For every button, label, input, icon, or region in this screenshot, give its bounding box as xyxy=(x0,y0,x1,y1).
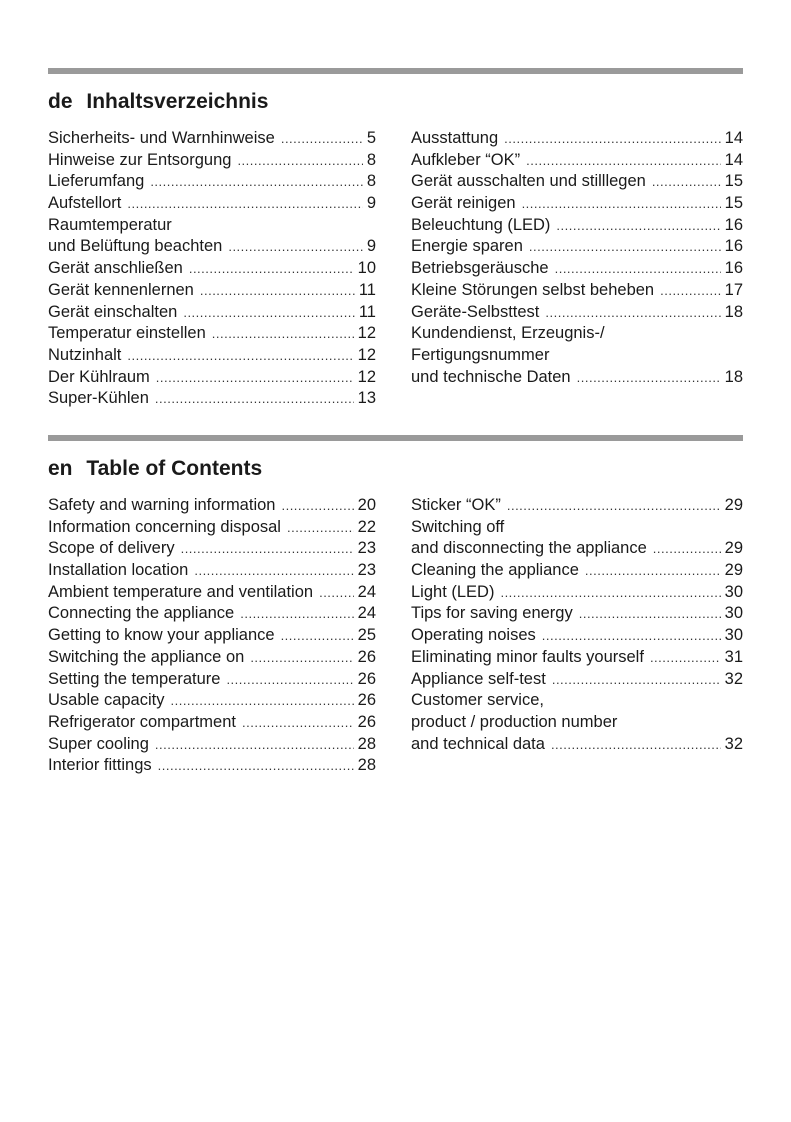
leader-dots xyxy=(653,538,721,560)
toc-entry-label: Eliminating minor faults yourself xyxy=(411,647,644,666)
toc-entry-page: 26 xyxy=(357,647,376,666)
toc-entry-page: 20 xyxy=(357,496,376,514)
toc-entry-page: 11 xyxy=(358,302,376,321)
section-heading xyxy=(48,85,743,119)
leader-dots xyxy=(281,128,363,150)
toc-entry-label: Temperatur einstellen xyxy=(48,324,206,343)
leader-dots xyxy=(155,388,354,410)
toc-entry-label: Fertigungsnummer xyxy=(411,345,550,364)
leader-dots xyxy=(319,582,354,604)
toc-entry[interactable] xyxy=(411,538,743,560)
toc-entry-label: Switching the appliance on xyxy=(48,647,245,666)
toc-entry-label: Refrigerator compartment xyxy=(48,712,236,731)
toc-entry-page: 16 xyxy=(724,237,743,256)
toc-entry-label: Betriebsgeräusche xyxy=(411,259,549,278)
toc-entry-page: 8 xyxy=(366,172,376,191)
toc-entry-label: und technische Daten xyxy=(411,367,571,386)
toc-entry-label: Aufstellort xyxy=(48,194,122,213)
toc-entry-page: 17 xyxy=(724,280,743,299)
leader-dots xyxy=(250,647,353,669)
toc-entry[interactable] xyxy=(48,302,376,324)
toc-entry[interactable] xyxy=(48,517,376,539)
leader-dots xyxy=(155,734,354,756)
language-code: en xyxy=(48,457,73,480)
leader-dots xyxy=(242,712,354,734)
toc-entry[interactable] xyxy=(48,345,376,367)
toc-column-right xyxy=(411,128,743,388)
toc-entry[interactable] xyxy=(48,495,376,517)
leader-dots xyxy=(507,495,721,517)
toc-entry-page: 23 xyxy=(357,561,376,580)
leader-dots xyxy=(240,603,353,625)
toc-entry-page: 16 xyxy=(724,259,743,278)
leader-dots xyxy=(189,258,354,280)
toc-entry-label: Gerät reinigen xyxy=(411,194,516,213)
leader-dots xyxy=(156,367,354,389)
toc-entry-page: 26 xyxy=(357,712,376,731)
leader-dots xyxy=(522,193,721,215)
toc-entry[interactable] xyxy=(411,215,743,237)
toc-entry[interactable] xyxy=(48,560,376,582)
toc-entry[interactable] xyxy=(48,150,376,172)
leader-dots xyxy=(545,302,720,324)
toc-entry-page: 32 xyxy=(724,734,743,753)
toc-entry[interactable] xyxy=(411,236,743,258)
toc-entry[interactable] xyxy=(48,669,376,691)
toc-entry-page: 10 xyxy=(357,259,376,278)
toc-entry-label: Lieferumfang xyxy=(48,172,145,191)
toc-entry-label: Light (LED) xyxy=(411,582,495,601)
toc-entry-label: Setting the temperature xyxy=(48,669,221,688)
toc-entry-label: Getting to know your appliance xyxy=(48,626,275,645)
toc-entry-label: Beleuchtung (LED) xyxy=(411,215,551,234)
toc-entry-label: und Belüftung beachten xyxy=(48,237,223,256)
toc-entry[interactable] xyxy=(48,712,376,734)
leader-dots xyxy=(556,215,720,237)
toc-entry-label: Kleine Störungen selbst beheben xyxy=(411,280,655,299)
leader-dots xyxy=(585,560,721,582)
toc-entry-page: 29 xyxy=(724,561,743,580)
toc-entry[interactable] xyxy=(411,280,743,302)
toc-entry-page: 12 xyxy=(357,367,376,386)
leader-dots xyxy=(579,603,721,625)
toc-entry-page: 30 xyxy=(724,604,743,623)
toc-entry-label: and technical data xyxy=(411,734,545,753)
leader-dots xyxy=(552,669,721,691)
toc-entry-page: 15 xyxy=(724,172,743,191)
toc-entry-label: Gerät kennenlernen xyxy=(48,280,194,299)
toc-entry-label: Information concerning disposal xyxy=(48,517,281,536)
toc-column-right xyxy=(411,495,743,755)
toc-entry[interactable] xyxy=(411,302,743,324)
toc-entry[interactable] xyxy=(48,128,376,150)
section-title: Table of Contents xyxy=(86,457,263,480)
toc-entry-label: Gerät einschalten xyxy=(48,302,178,321)
toc-entry-page: 9 xyxy=(366,194,376,213)
leader-dots xyxy=(577,367,721,389)
toc-entry-label: Energie sparen xyxy=(411,237,523,256)
toc-entry-label: Switching off xyxy=(411,517,505,536)
toc-entry-continued[interactable] xyxy=(411,323,743,345)
toc-entry-page: 22 xyxy=(357,517,376,536)
toc-entry-label: Gerät anschließen xyxy=(48,259,183,278)
toc-entry-label: Cleaning the appliance xyxy=(411,561,579,580)
toc-entry-page: 14 xyxy=(724,129,743,147)
toc-entry[interactable] xyxy=(411,669,743,691)
toc-entry-label: Der Kühlraum xyxy=(48,367,150,386)
leader-dots xyxy=(183,302,355,324)
toc-entry[interactable] xyxy=(48,280,376,302)
leader-dots xyxy=(170,690,353,712)
toc-entry-label: Sticker “OK” xyxy=(411,496,501,514)
leader-dots xyxy=(281,495,353,517)
toc-entry[interactable] xyxy=(411,258,743,280)
toc-entry[interactable] xyxy=(411,495,743,517)
toc-entry-page: 29 xyxy=(724,539,743,558)
leader-dots xyxy=(652,171,721,193)
toc-entry-continued[interactable] xyxy=(48,215,376,237)
toc-entry-page: 9 xyxy=(366,237,376,256)
toc-entry-page: 18 xyxy=(724,302,743,321)
toc-entry-label: Tips for saving energy xyxy=(411,604,573,623)
toc-entry-page: 28 xyxy=(357,734,376,753)
toc-column-left xyxy=(48,128,376,410)
toc-entry-label: Gerät ausschalten und stilllegen xyxy=(411,172,646,191)
toc-entry-label: Scope of delivery xyxy=(48,539,175,558)
toc-entry-label: Ausstattung xyxy=(411,129,499,147)
leader-dots xyxy=(237,150,362,172)
toc-entry-label: Connecting the appliance xyxy=(48,604,235,623)
toc-entry-page: 12 xyxy=(357,324,376,343)
toc-entry-label: Customer service, xyxy=(411,691,544,710)
toc-entry[interactable] xyxy=(48,367,376,389)
toc-entry[interactable] xyxy=(48,690,376,712)
toc-entry[interactable] xyxy=(48,603,376,625)
toc-entry[interactable] xyxy=(411,625,743,647)
leader-dots xyxy=(194,560,353,582)
section-title: Inhaltsverzeichnis xyxy=(86,90,269,113)
toc-entry-page: 24 xyxy=(357,604,376,623)
toc-entry-page: 16 xyxy=(724,215,743,234)
toc-section-en xyxy=(48,435,743,775)
toc-entry-label: product / production number xyxy=(411,712,618,731)
toc-column-left xyxy=(48,495,376,777)
toc-entry-label: Kundendienst, Erzeugnis-/ xyxy=(411,324,605,343)
toc-entry-page: 30 xyxy=(724,582,743,601)
toc-entry[interactable] xyxy=(48,388,376,410)
toc-entry-label: Installation location xyxy=(48,561,189,580)
section-heading xyxy=(48,452,743,486)
leader-dots xyxy=(158,755,354,777)
toc-entry[interactable] xyxy=(411,367,743,389)
toc-entry-page: 29 xyxy=(724,496,743,514)
leader-dots xyxy=(500,582,720,604)
toc-entry-page: 13 xyxy=(357,389,376,408)
toc-entry-page: 24 xyxy=(357,582,376,601)
toc-entry[interactable] xyxy=(411,193,743,215)
toc-entry-page: 25 xyxy=(357,626,376,645)
toc-entry-page: 5 xyxy=(366,129,376,147)
leader-dots xyxy=(181,538,354,560)
toc-entry-label: Aufkleber “OK” xyxy=(411,150,521,169)
toc-entry[interactable] xyxy=(48,538,376,560)
toc-entry-label: and disconnecting the appliance xyxy=(411,539,647,558)
toc-entry[interactable] xyxy=(48,236,376,258)
leader-dots xyxy=(650,647,721,669)
toc-entry-page: 28 xyxy=(357,756,376,775)
toc-section-de xyxy=(48,68,743,408)
leader-dots xyxy=(542,625,721,647)
toc-entry-page: 8 xyxy=(366,150,376,169)
toc-entry[interactable] xyxy=(48,582,376,604)
leader-dots xyxy=(127,193,362,215)
toc-entry-label: Sicherheits- und Warnhinweise xyxy=(48,129,275,147)
leader-dots xyxy=(287,517,354,539)
toc-entry-page: 14 xyxy=(724,150,743,169)
toc-entry[interactable] xyxy=(48,171,376,193)
toc-entry-label: Appliance self-test xyxy=(411,669,546,688)
toc-entry-page: 26 xyxy=(357,691,376,710)
leader-dots xyxy=(281,625,354,647)
toc-entry-label: Super-Kühlen xyxy=(48,389,149,408)
section-divider xyxy=(48,68,743,74)
leader-dots xyxy=(555,258,721,280)
toc-entry-page: 15 xyxy=(724,194,743,213)
toc-entry-label: Hinweise zur Entsorgung xyxy=(48,150,232,169)
toc-entry-page: 32 xyxy=(724,669,743,688)
toc-entry-label: Super cooling xyxy=(48,734,149,753)
toc-entry[interactable] xyxy=(48,323,376,345)
toc-entry-label: Operating noises xyxy=(411,626,536,645)
leader-dots xyxy=(212,323,354,345)
leader-dots xyxy=(228,236,362,258)
section-divider xyxy=(48,435,743,441)
toc-entry[interactable] xyxy=(48,193,376,215)
toc-entry-label: Interior fittings xyxy=(48,756,152,775)
toc-entry[interactable] xyxy=(411,171,743,193)
toc-entry-continued[interactable] xyxy=(411,345,743,367)
toc-entry[interactable] xyxy=(48,755,376,777)
toc-entry-label: Ambient temperature and ventilation xyxy=(48,582,314,601)
language-code: de xyxy=(48,90,73,113)
toc-entry-page: 18 xyxy=(724,367,743,386)
leader-dots xyxy=(551,734,721,756)
toc-entry[interactable] xyxy=(411,582,743,604)
toc-entry-label: Raumtemperatur xyxy=(48,215,172,234)
toc-entry-label: Safety and warning information xyxy=(48,496,276,514)
leader-dots xyxy=(226,669,353,691)
leader-dots xyxy=(200,280,355,302)
toc-entry-label: Geräte-Selbsttest xyxy=(411,302,540,321)
toc-entry[interactable] xyxy=(411,734,743,756)
leader-dots xyxy=(526,150,721,172)
toc-entry[interactable] xyxy=(411,150,743,172)
toc-entry[interactable] xyxy=(48,625,376,647)
leader-dots xyxy=(504,128,721,150)
leader-dots xyxy=(150,171,363,193)
toc-entry-page: 31 xyxy=(724,647,743,666)
toc-entry-continued[interactable] xyxy=(411,690,743,712)
toc-entry-label: Usable capacity xyxy=(48,691,165,710)
toc-entry[interactable] xyxy=(48,258,376,280)
toc-entry-label: Nutzinhalt xyxy=(48,345,122,364)
toc-entry[interactable] xyxy=(411,128,743,150)
leader-dots xyxy=(127,345,353,367)
toc-entry-page: 12 xyxy=(357,345,376,364)
toc-entry-continued[interactable] xyxy=(411,517,743,539)
toc-entry[interactable] xyxy=(411,603,743,625)
toc-entry[interactable] xyxy=(411,647,743,669)
toc-entry[interactable] xyxy=(48,647,376,669)
toc-entry-page: 11 xyxy=(358,280,376,299)
toc-entry-page: 30 xyxy=(724,626,743,645)
leader-dots xyxy=(529,236,721,258)
toc-entry[interactable] xyxy=(48,734,376,756)
toc-entry-page: 26 xyxy=(357,669,376,688)
toc-entry-page: 23 xyxy=(357,539,376,558)
toc-entry[interactable] xyxy=(411,560,743,582)
leader-dots xyxy=(660,280,721,302)
toc-entry-continued[interactable] xyxy=(411,712,743,734)
